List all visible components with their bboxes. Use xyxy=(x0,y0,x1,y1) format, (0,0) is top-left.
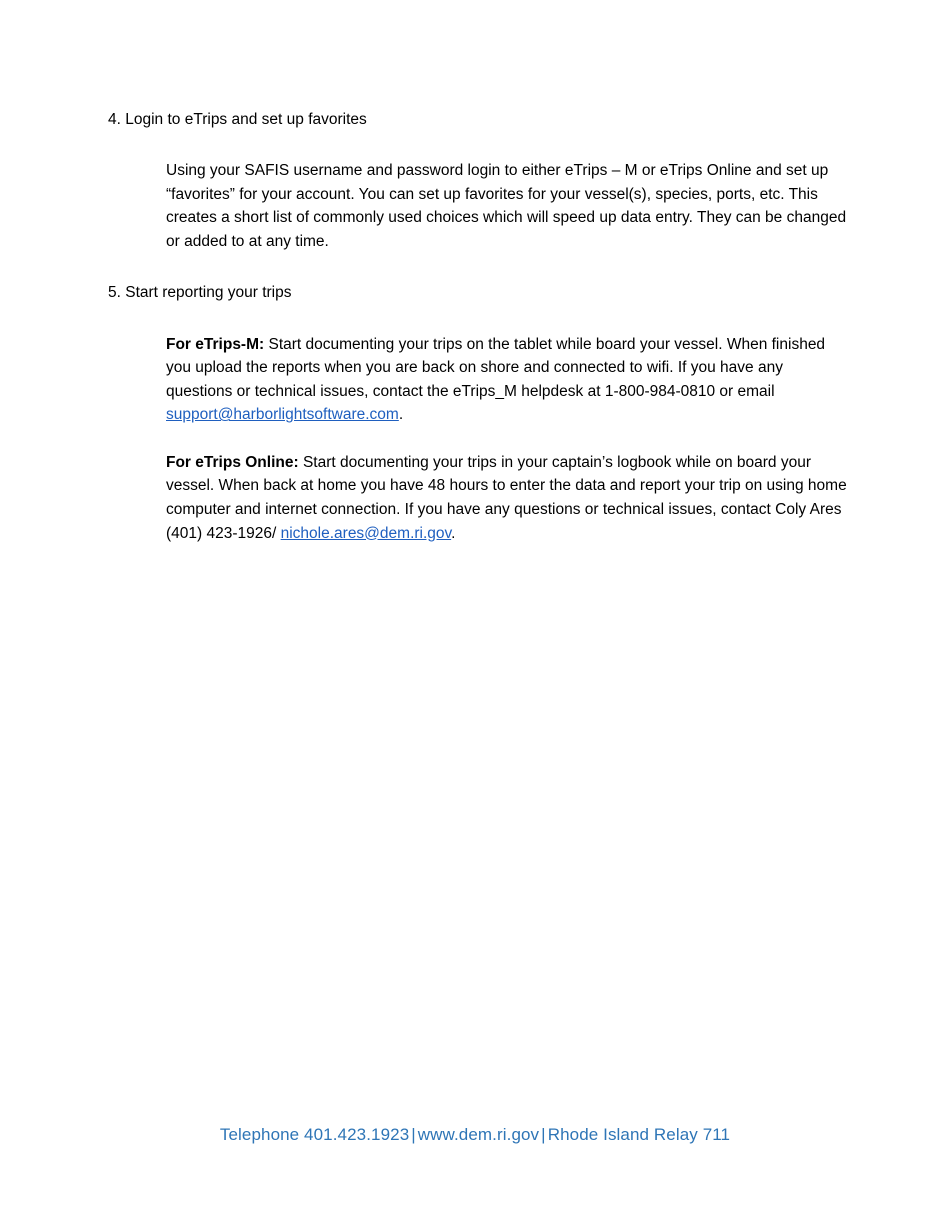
section-4-paragraph: Using your SAFIS username and password login to either eTrips – M or eTrips Online and set up “favorites” for your account. You can set up favorites for your vessel(s), species, ports, etc. This creates a short list of commonly used choices which will speed up data entry. They can be changed or added to at any time. xyxy=(166,162,847,250)
etrips-m-label: For eTrips-M: xyxy=(166,335,265,353)
section-4-body xyxy=(166,159,848,253)
footer-relay: Rhode Island Relay 711 xyxy=(547,1125,731,1144)
etrips-online-paragraph xyxy=(166,451,848,545)
etrips-m-text: Start documenting your trips on the tablet while board your vessel. When finished you upload the reports when you are back on shore and connected to wifi. If you have any questions or technical issues, contact the eTrips_M helpdesk at 1-800-984-0810 or email xyxy=(166,335,826,400)
etrips-m-text-end: . xyxy=(398,406,404,424)
spacer xyxy=(108,305,848,333)
support-email-link[interactable]: support@harborlightsoftware.com xyxy=(166,406,399,424)
section-4 xyxy=(108,108,848,253)
footer-separator-2: | xyxy=(541,1125,546,1144)
document-body xyxy=(108,108,848,545)
section-5-heading: 5. Start reporting your trips xyxy=(108,284,292,302)
section-5-body xyxy=(166,333,848,545)
page-footer xyxy=(0,1125,950,1145)
footer-separator-1: | xyxy=(411,1125,416,1144)
footer-telephone: Telephone 401.423.1923 xyxy=(219,1125,410,1144)
section-5 xyxy=(108,281,848,545)
footer-website[interactable]: www.dem.ri.gov xyxy=(417,1125,540,1144)
spacer xyxy=(166,427,848,451)
etrips-online-text-end: . xyxy=(451,524,456,542)
section-4-heading: 4. Login to eTrips and set up favorites xyxy=(108,111,367,128)
etrips-online-text: Start documenting your trips in your captain’s logbook while on board your vessel. When back at home you have 48 hours to enter the data and report your trip on using home computer and internet connection. If you have any questions or technical issues, contact Coly Ares (401) 423-1926/ xyxy=(166,453,847,542)
spacer xyxy=(108,131,848,159)
nichole-ares-email-link[interactable]: nichole.ares@dem.ri.gov xyxy=(280,524,452,542)
etrips-online-label: For eTrips Online: xyxy=(166,453,299,471)
etrips-m-paragraph xyxy=(166,333,848,427)
spacer xyxy=(108,253,848,281)
